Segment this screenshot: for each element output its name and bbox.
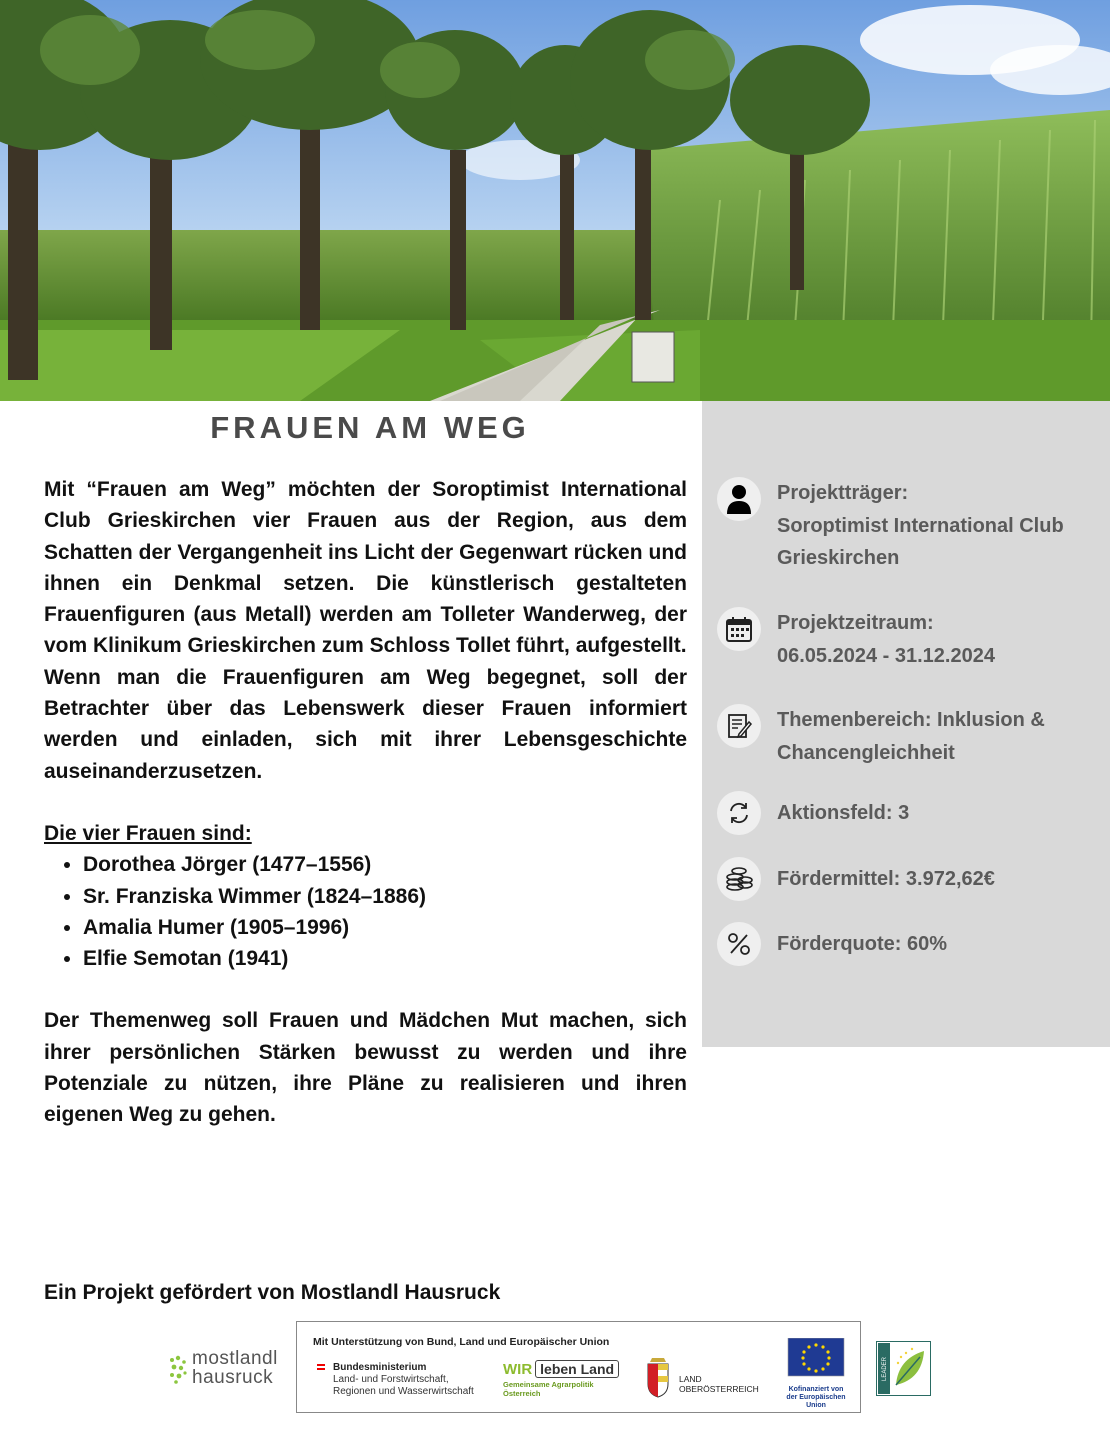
austria-flag-icon <box>317 1364 325 1370</box>
coat-of-arms-icon <box>645 1356 671 1398</box>
list-item: • Elfie Semotan (1941) <box>83 943 687 974</box>
aktionsfeld-text: Aktionsfeld: 3 <box>777 802 910 824</box>
closing-paragraph: Der Themenweg soll Frauen und Mädchen Mut machen, sich ihrer persönlichen Stärken bewusst zu werden und ihre Potenziale zu nützen, ihre Pläne zu realisieren und ihren eigenen Weg zu gehen. <box>44 1009 687 1127</box>
info-row-themenbereich <box>717 704 1100 769</box>
eu-caption: Kofinanziert von der Europäischen Union <box>786 1386 846 1409</box>
ministry-line3: Regionen und Wasserwirtschaft <box>333 1386 474 1397</box>
support-logos-box <box>296 1321 861 1413</box>
eu-logo <box>783 1338 849 1410</box>
landscape-illustration <box>0 0 1110 401</box>
page-title: FRAUEN AM WEG <box>210 410 530 445</box>
wir-word: WIR <box>503 1360 533 1378</box>
list-item: • Sr. Franziska Wimmer (1824–1886) <box>83 881 687 912</box>
info-row-traeger <box>717 477 1100 575</box>
ministry-line1: Bundesministerium <box>333 1362 427 1373</box>
women-list <box>44 849 687 974</box>
intro-paragraph-1: Mit “Frauen am Weg” möchten der Soroptimist International Club Grieskirchen vier Frauen aus der Region, aus dem Schatten der Vergangenheit ins Licht der Gegenwart rücken und ihnen ein Denkmal setzen. Die künstlerisch gestalteten Frauenfiguren (aus Metall) werden am Tolleter Wanderweg, der vom Klinikum Grieskirchen zum Schloss Tollet führt, aufgestellt. <box>44 478 687 658</box>
leader-label: LEADER <box>882 1356 888 1382</box>
foerderquote-text: Förderquote: 60% <box>777 933 948 955</box>
percent-icon <box>717 922 761 966</box>
dots-logo-icon <box>168 1354 188 1384</box>
list-item: • Dorothea Jörger (1477–1556) <box>83 849 687 880</box>
document-edit-icon <box>717 704 761 748</box>
ministry-line2: Land- und Forstwirtschaft, <box>333 1374 449 1385</box>
logo-text-line2: hausruck <box>192 1367 274 1388</box>
person-icon <box>717 477 761 521</box>
coins-icon <box>717 857 761 901</box>
info-row-foerdermittel <box>717 857 1100 901</box>
wir-subtitle: Gemeinsame Agrarpolitik Österreich <box>503 1380 594 1398</box>
info-row-foerderquote <box>717 922 1100 966</box>
mostlandl-hausruck-logo <box>168 1348 283 1392</box>
zeitraum-label: Projektzeitraum: <box>777 612 934 634</box>
ooe-line1: LAND <box>679 1374 702 1384</box>
intro-paragraph-2: Wenn man die Frauenfiguren am Weg begegnet, soll der Betrachter über das Lebenswerk dieser Frauen informiert werden und einladen, sich mit ihrer Lebensgeschichte auseinanderzusetzen. <box>44 665 687 783</box>
list-item: • Amalia Humer (1905–1996) <box>83 912 687 943</box>
logo-text-line1: mostlandl <box>192 1348 278 1369</box>
hero-image <box>0 0 1110 401</box>
ooe-line2: OBERÖSTERREICH <box>679 1384 759 1394</box>
calendar-icon <box>717 607 761 651</box>
women-list-title: Die vier Frauen sind: <box>44 821 252 845</box>
info-row-zeitraum <box>717 607 1100 672</box>
support-heading: Mit Unterstützung von Bund, Land und Europäischer Union <box>313 1336 610 1348</box>
wir-leben-land-logo <box>503 1360 625 1398</box>
ministry-logo <box>317 1362 497 1398</box>
leben-land-text: leben Land <box>535 1360 619 1378</box>
traeger-label: Projektträger: <box>777 482 909 504</box>
info-row-aktionsfeld <box>717 791 1100 835</box>
refresh-arrows-icon <box>717 791 761 835</box>
foerdermittel-text: Fördermittel: 3.972,62€ <box>777 868 995 890</box>
eu-flag-icon <box>783 1338 849 1378</box>
traeger-value: Soroptimist International Club Grieskirchen <box>777 514 1064 569</box>
leader-leaf-icon <box>876 1341 931 1396</box>
land-ooe-logo <box>645 1356 785 1404</box>
info-panel <box>702 401 1110 1047</box>
main-text-column <box>44 474 687 1131</box>
funded-by-heading: Ein Projekt gefördert von Mostlandl Hausruck <box>44 1281 501 1304</box>
themenbereich-text: Themenbereich: Inklusion & Chancengleichheit <box>777 709 1045 764</box>
zeitraum-value: 06.05.2024 - 31.12.2024 <box>777 644 995 667</box>
leader-logo <box>876 1341 931 1396</box>
